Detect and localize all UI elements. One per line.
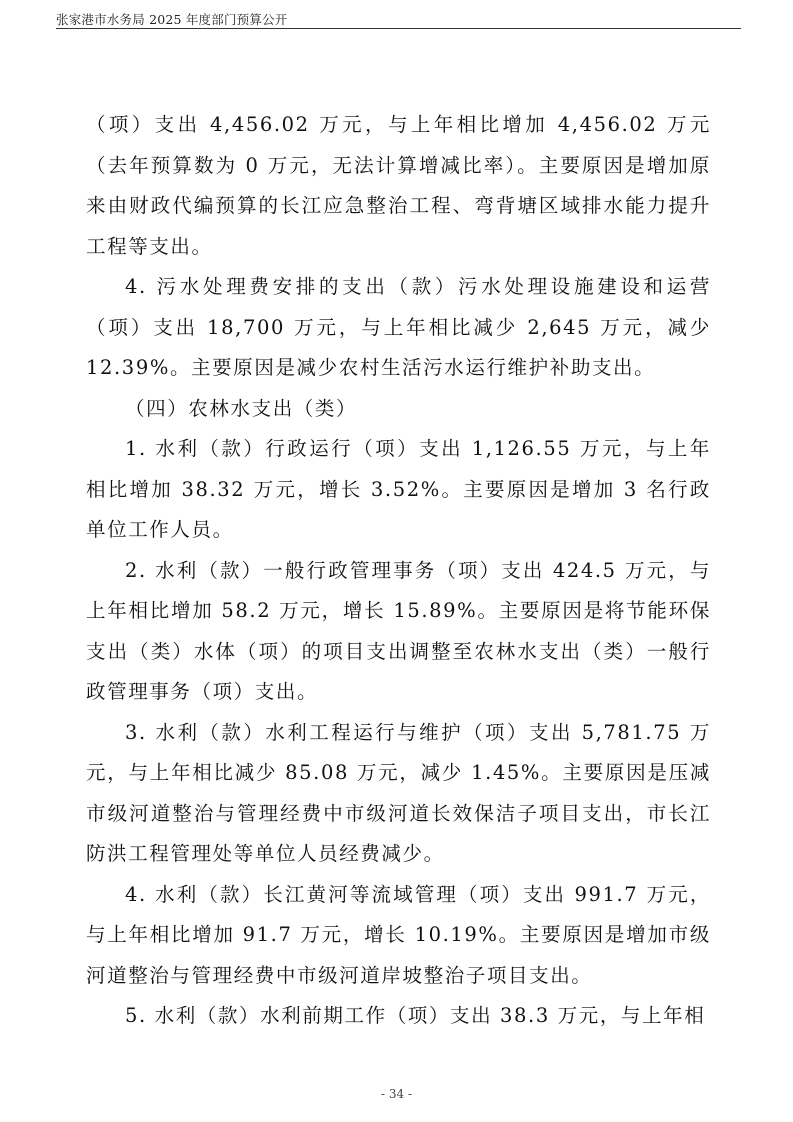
paragraph-admin-operation: 1. 水利（款）行政运行（项）支出 1,126.55 万元，与上年相比增加 38.32 万元，增长 3.52%。主要原因是增加 3 名行政单位工作人员。 [86, 437, 711, 541]
paragraph-basin-management: 4. 水利（款）长江黄河等流域管理（项）支出 991.7 万元，与上年相比增加 91.7 万元，增长 10.19%。主要原因是增加市级河道整治与管理经费中市级河道岸坡整治子项目支出。 [86, 882, 711, 987]
paragraph-sewage-treatment: 4. 污水处理费安排的支出（款）污水处理设施建设和运营（项）支出 18,700 万元，与上年相比减少 2,645 万元，减少 12.39%。主要原因是减少农村生活污水运行维护补助支出。 [86, 275, 711, 379]
paragraph-engineering-maintenance: 3. 水利（款）水利工程运行与维护（项）支出 5,781.75 万元，与上年相比减少 85.08 万元，减少 1.45%。主要原因是压减市级河道整治与管理经费中市级河道长效保洁子项目支出，市长江防洪工程管理处等单位人员经费减少。 [86, 720, 711, 865]
page-number: - 34 - [380, 1087, 412, 1101]
page-header: 张家港市水务局 2025 年度部门预算公开 [56, 12, 288, 27]
paragraph-general-admin: 2. 水利（款）一般行政管理事务（项）支出 424.5 万元，与上年相比增加 58.2 万元，增长 15.89%。主要原因是将节能环保支出（类）水体（项）的项目支出调整至农林水支出（类）一般行政管理事务（项）支出。 [86, 558, 711, 703]
paragraph-continuation: （项）支出 4,456.02 万元，与上年相比增加 4,456.02 万元（去年预算数为 0 万元，无法计算增减比率）。主要原因是增加原来由财政代编预算的长江应急整治工程、弯背塘区域排水能力提升工程等支出。 [86, 113, 711, 258]
header-divider [56, 28, 741, 29]
section-heading-agriculture: （四）农林水支出（类） [125, 396, 358, 420]
paragraph-preliminary-work: 5. 水利（款）水利前期工作（项）支出 38.3 万元，与上年相 [125, 1004, 706, 1027]
document-body [86, 105, 711, 1037]
